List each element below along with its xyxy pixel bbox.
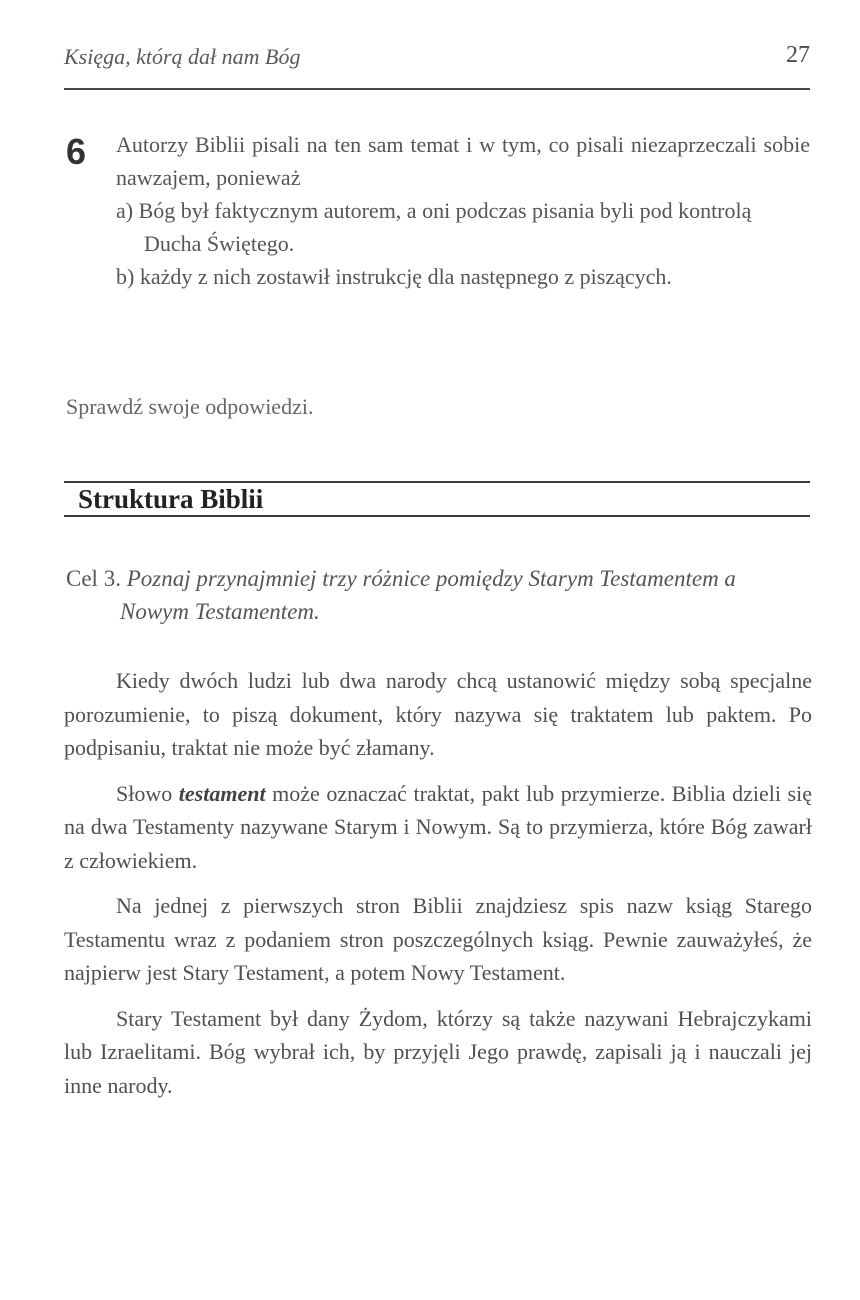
paragraph-treaty: Kiedy dwóch ludzi lub dwa narody chcą ustanowić między sobą specjalne porozumienie, to piszą dokument, który nazywa się traktatem lub paktem. Po podpisaniu, traktat nie może być złamany.: [64, 668, 812, 760]
objective-label: Cel 3.: [66, 566, 121, 591]
learning-objective: [66, 562, 810, 628]
body-text: [64, 664, 812, 1114]
paragraph-old-testament: Stary Testament był dany Żydom, którzy są także nazywani Hebrajczykami lub Izraelitami. Bóg wybrał ich, by przyjęli Jego prawdę, zapisali ją i nauczali jej inne narody.: [64, 1005, 812, 1098]
objective-text: Poznaj przynajmniej trzy różnice pomiędzy Starym Testamentem a Nowym Testamentem.: [120, 566, 736, 624]
paragraph-testament-meaning: [64, 777, 812, 878]
header-divider: [64, 88, 810, 90]
section-heading: Struktura Biblii: [78, 484, 264, 514]
term-testament: testament: [178, 780, 266, 806]
paragraph-book-list: Na jednej z pierwszych stron Biblii znajdziesz spis nazw ksiąg Starego Testamentu wraz z podaniem stron poszczególnych ksiąg. Pewnie zauważyłeś, że najpierw jest Stary Testament, a potem Nowy Testament.: [64, 893, 812, 985]
paragraph-text: Słowo: [116, 780, 179, 806]
exercise-option-a: a) Bóg był faktycznym autorem, a oni podczas pisania byli pod kontrolą Ducha Świętego.: [116, 198, 752, 256]
running-header-title: Księga, którą dał nam Bóg: [64, 44, 301, 69]
section-rule-bottom: [64, 515, 810, 517]
paragraph-text: może oznaczać traktat, pakt lub przymierze. Biblia dzieli się na dwa Testamenty nazywane Starym i Nowym. Są to przymierza, które Bóg zawarł z człowiekiem.: [64, 780, 812, 873]
exercise-number: 6: [66, 131, 87, 172]
page-number: 27: [786, 42, 810, 68]
exercise-question: Autorzy Biblii pisali na ten sam temat i w tym, co pisali niezaprzeczali sobie nawzajem, ponieważ: [116, 132, 810, 190]
running-header: [64, 42, 810, 78]
exercise-6: [66, 128, 810, 293]
check-answers-note: Sprawdź swoje odpowiedzi.: [66, 394, 314, 419]
exercise-option-b: b) każdy z nich zostawił instrukcję dla następnego z piszących.: [116, 264, 672, 289]
